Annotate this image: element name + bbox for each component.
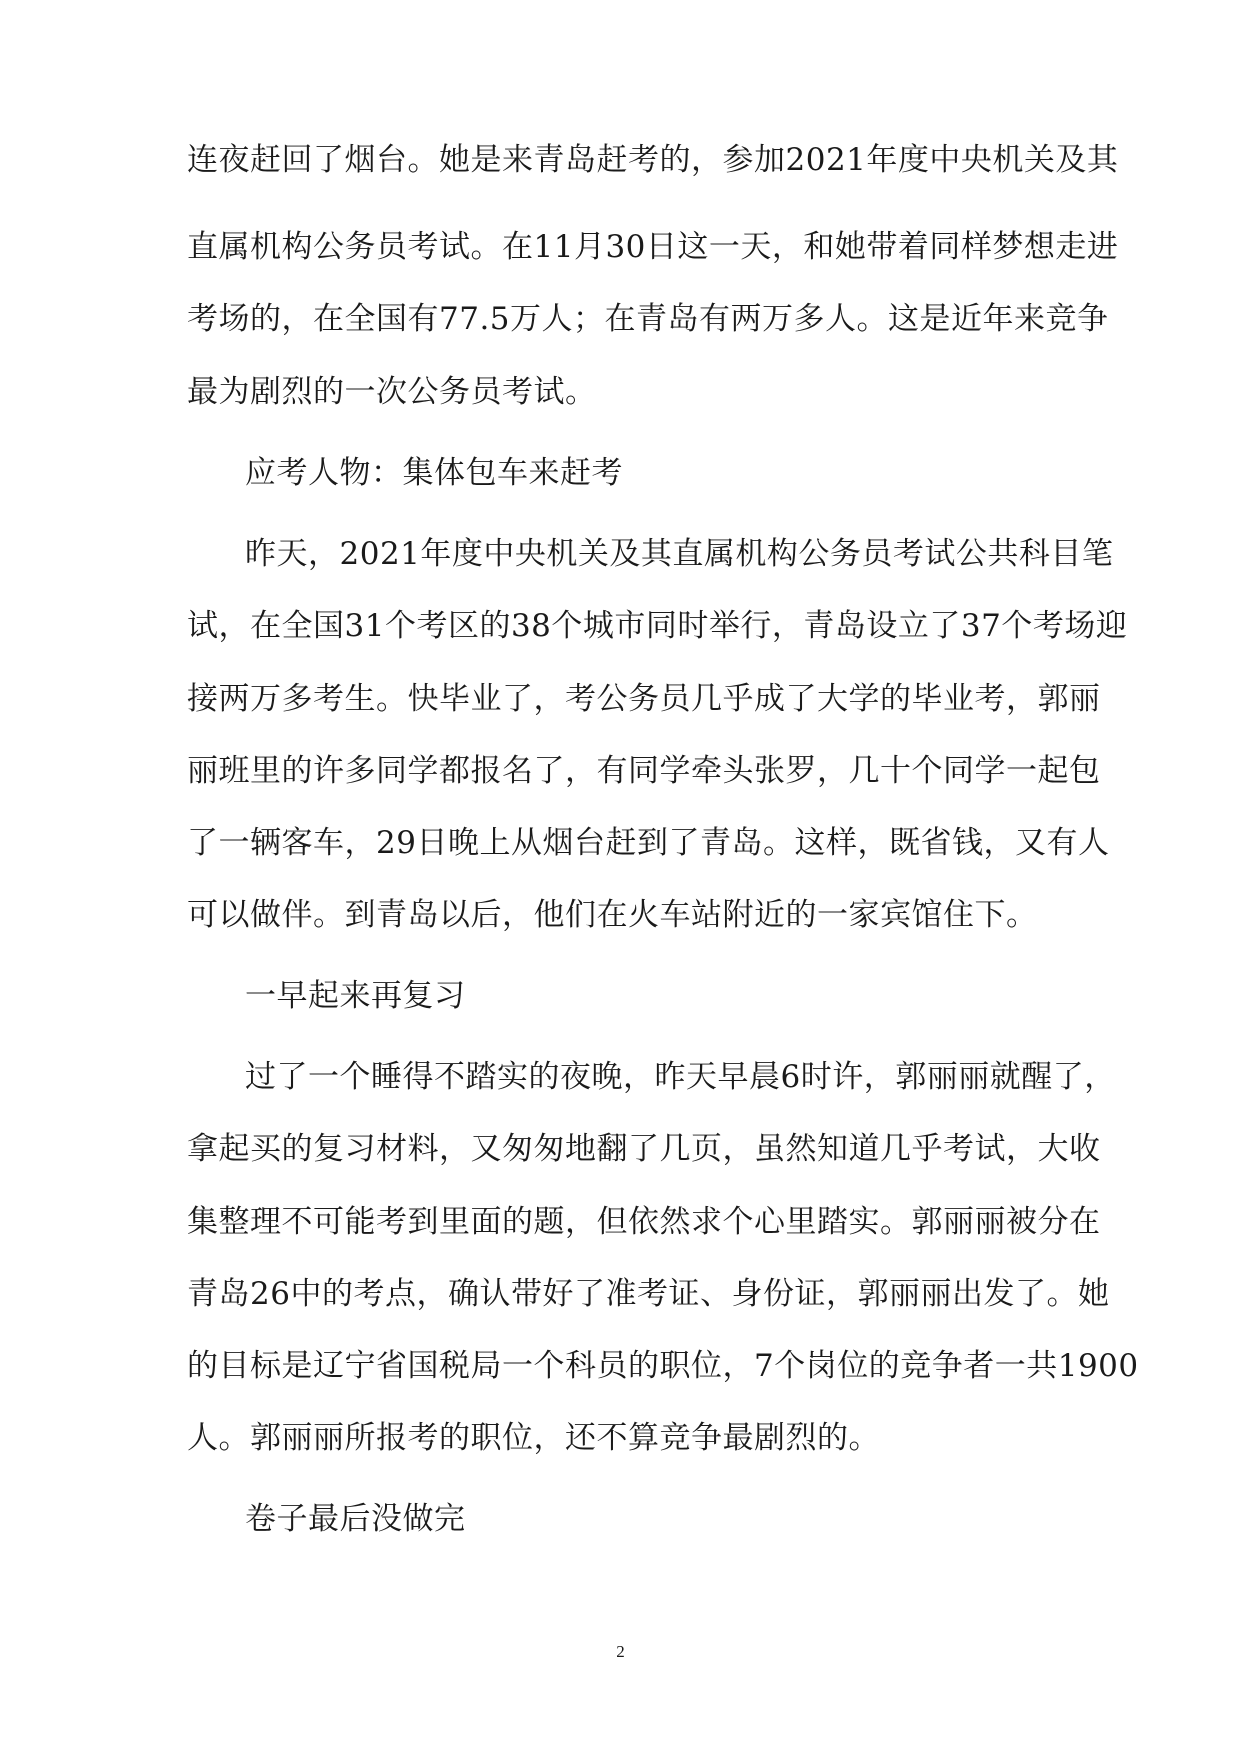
body-text-line: 直属机构公务员考试。在11月30日这一天，和她带着同样梦想走进 [187,229,1119,265]
body-text-line: 考场的，在全国有77.5万人；在青岛有两万多人。这是近年来竞争 [187,301,1109,337]
page-number: 2 [616,1642,625,1661]
body-text-line: 了一辆客车，29日晚上从烟台赶到了青岛。这样，既省钱，又有人 [187,825,1110,861]
body-text-line: 连夜赶回了烟台。她是来青岛赶考的，参加2021年度中央机关及其 [187,142,1119,178]
body-text-line: 昨天，2021年度中央机关及其直属机构公务员考试公共科目笔 [245,536,1114,572]
section-heading: 一早起来再复习 [245,978,466,1014]
body-text-line: 人。郭丽丽所报考的职位，还不算竞争最剧烈的。 [187,1420,880,1456]
section-heading: 应考人物：集体包车来赶考 [245,455,623,491]
body-text-line: 的目标是辽宁省国税局一个科员的职位，7个岗位的竞争者一共1900 [187,1348,1139,1384]
body-text-line: 过了一个睡得不踏实的夜晚，昨天早晨6时许，郭丽丽就醒了， [245,1059,1116,1095]
body-text-line: 试，在全国31个考区的38个城市同时举行，青岛设立了37个考场迎 [187,608,1128,644]
body-text-line: 拿起买的复习材料，又匆匆地翻了几页，虽然知道几乎考试，大收 [187,1131,1101,1167]
body-text-line: 集整理不可能考到里面的题，但依然求个心里踏实。郭丽丽被分在 [187,1204,1101,1240]
body-text-line: 接两万多考生。快毕业了，考公务员几乎成了大学的毕业考，郭丽 [187,681,1101,717]
body-text-line: 最为剧烈的一次公务员考试。 [187,374,597,410]
section-heading: 卷子最后没做完 [245,1501,466,1537]
body-text-line: 可以做伴。到青岛以后，他们在火车站附近的一家宾馆住下。 [187,897,1038,933]
body-text-line: 青岛26中的考点，确认带好了准考证、身份证，郭丽丽出发了。她 [187,1276,1110,1312]
body-text-line: 丽班里的许多同学都报名了，有同学牵头张罗，几十个同学一起包 [187,753,1101,789]
